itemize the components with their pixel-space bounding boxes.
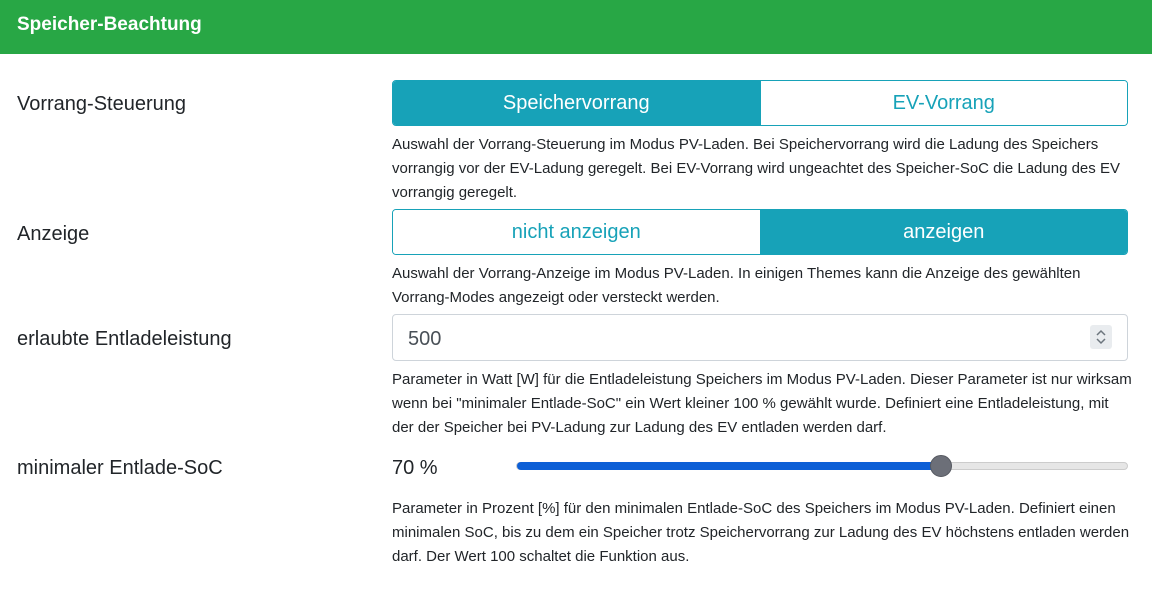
- entladeleistung-help-text: Parameter in Watt [W] für die Entladeleistung Speichers im Modus PV-Laden. Dieser Parameter ist nur wirksam wenn bei "minimaler Entlade-SoC" ein Wert kleiner 100 % gewählt wurde. Definiert eine Entladeleistung, mit der der Speicher bei PV-Ladung zur Ladung des EV entladen werden darf.: [392, 371, 1132, 436]
- anzeige-toggle-group: [392, 209, 1128, 255]
- entladeleistung-value: 500: [408, 328, 442, 350]
- vorrang-help-text: Auswahl der Vorrang-Steuerung im Modus PV-Laden. Bei Speichervorrang wird die Ladung des Speichers vorrangig vor der EV-Ladung geregelt. Bei EV-Vorrang wird ungeachtet des Speicher-SoC die Ladung des EV vorrangig geregelt.: [392, 136, 1120, 201]
- anzeige-help-text: Auswahl der Vorrang-Anzeige im Modus PV-Laden. In einigen Themes kann die Anzeige des gewählten Vorrang-Modes angezeigt oder versteckt werden.: [392, 265, 1081, 306]
- slider-fill: [517, 462, 941, 470]
- anzeigen-button[interactable]: anzeigen: [760, 210, 1128, 254]
- nicht-anzeigen-button[interactable]: nicht anzeigen: [393, 210, 760, 254]
- speichervorrang-button[interactable]: Speichervorrang: [393, 81, 760, 125]
- ev-vorrang-button[interactable]: EV-Vorrang: [760, 81, 1128, 125]
- entladesoc-help-text: Parameter in Prozent [%] für den minimalen Entlade-SoC des Speichers im Modus PV-Laden. Definiert einen minimalen SoC, bis zu dem ein Speicher trotz Speichervorrang zur Ladung des EV höchstens entladen werden darf. Der Wert 100 schaltet die Funktion aus.: [392, 500, 1130, 565]
- card-title: Speicher-Beachtung: [17, 14, 202, 35]
- slider-thumb[interactable]: [930, 455, 952, 477]
- entladeleistung-input[interactable]: [392, 314, 1128, 361]
- entladeleistung-label: erlaubte Entladeleistung: [17, 328, 232, 350]
- entladesoc-slider[interactable]: [516, 462, 1128, 470]
- anzeige-label: Anzeige: [17, 223, 90, 245]
- spinner-arrows-icon: [1090, 325, 1112, 349]
- entladesoc-label: minimaler Entlade-SoC: [17, 457, 223, 479]
- number-spinner[interactable]: [1090, 325, 1112, 349]
- entladesoc-value: 70 %: [392, 457, 438, 479]
- card-header: [0, 0, 1152, 54]
- vorrang-toggle-group: [392, 80, 1128, 126]
- vorrang-label: Vorrang-Steuerung: [17, 93, 187, 115]
